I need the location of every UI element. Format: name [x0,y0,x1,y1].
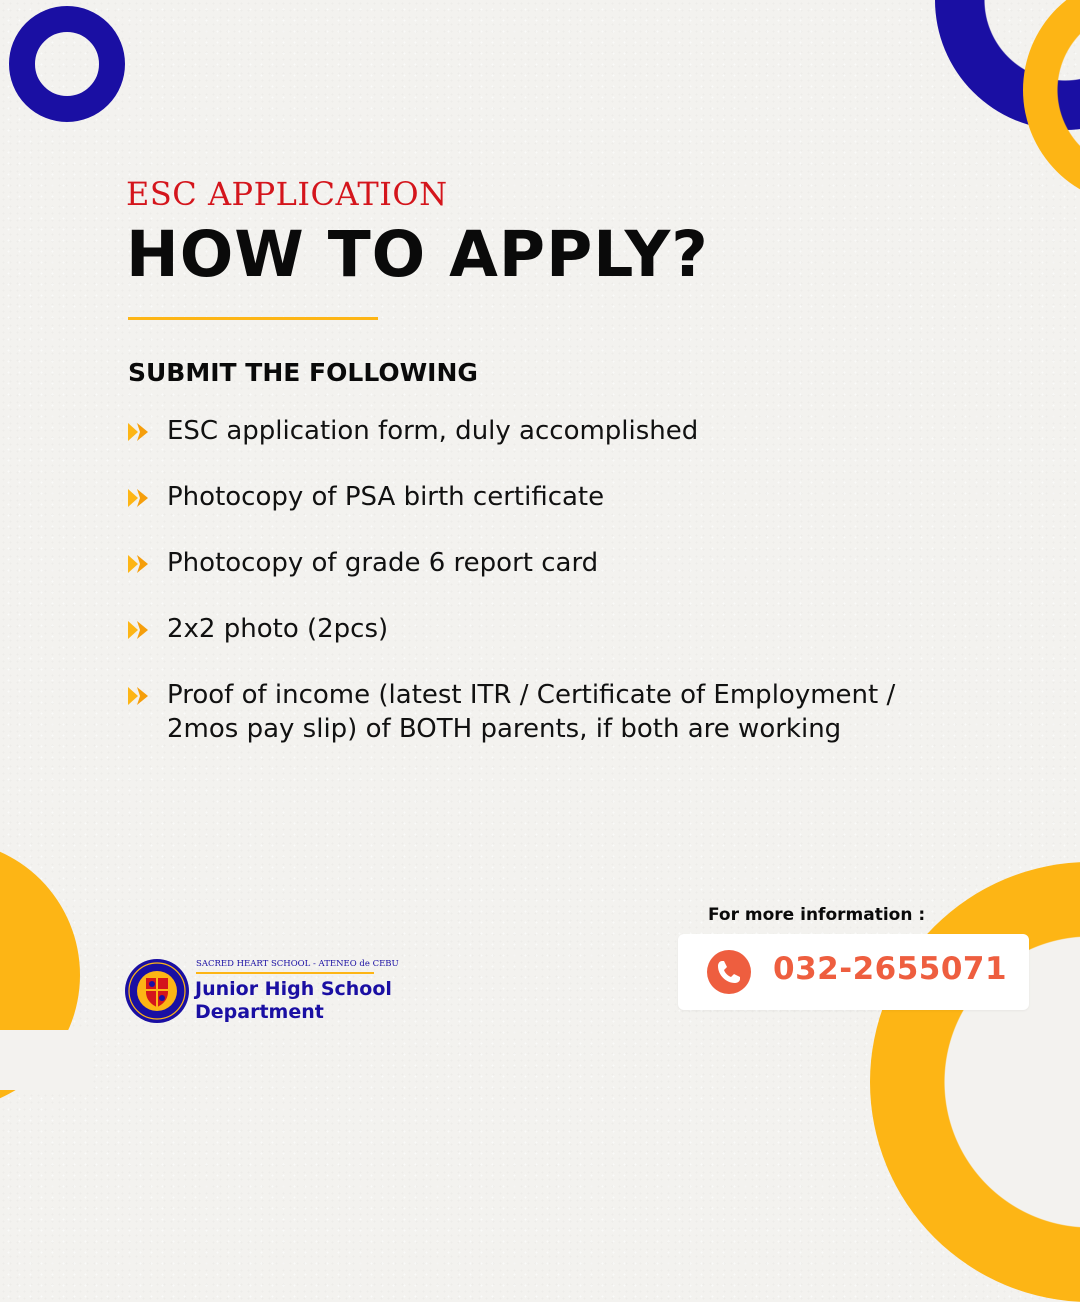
department-name-line2: Department [195,1001,324,1023]
phone-icon [707,950,751,994]
list-item [126,612,967,646]
page-title: HOW TO APPLY? [126,218,709,291]
school-seal-icon [124,958,190,1024]
chevron-right-icon [126,684,152,708]
chevron-right-icon [126,618,152,642]
phone-number[interactable]: 032-2655071 [773,951,1008,987]
list-item [126,678,967,746]
title-divider [128,317,378,320]
navy-ring-decoration [9,6,125,122]
logo-divider [196,972,374,974]
yellow-arc-bottom-decoration [870,862,1080,1302]
decoration-mask [0,1030,90,1090]
list-item-text: 2x2 photo (2pcs) [167,614,389,644]
chevron-right-icon [126,420,152,444]
section-heading: SUBMIT THE FOLLOWING [128,358,478,387]
list-item-text: Photocopy of grade 6 report card [167,548,599,578]
list-item [126,414,967,448]
chevron-right-icon [126,486,152,510]
list-item [126,546,967,580]
school-name: SACRED HEART SCHOOL - ATENEO de CEBU [196,959,399,969]
list-item-text: Proof of income (latest ITR / Certificate of Employment / 2mos pay slip) of BOTH parents, if both are working [167,680,896,744]
list-item-text: ESC application form, duly accomplished [167,416,699,446]
phone-card[interactable] [678,934,1029,1010]
list-item [126,480,967,514]
department-name-line1: Junior High School [195,978,392,1000]
chevron-right-icon [126,552,152,576]
list-item-text: Photocopy of PSA birth certificate [167,482,605,512]
kicker-heading: ESC APPLICATION [126,175,448,213]
contact-label: For more information : [708,905,926,925]
